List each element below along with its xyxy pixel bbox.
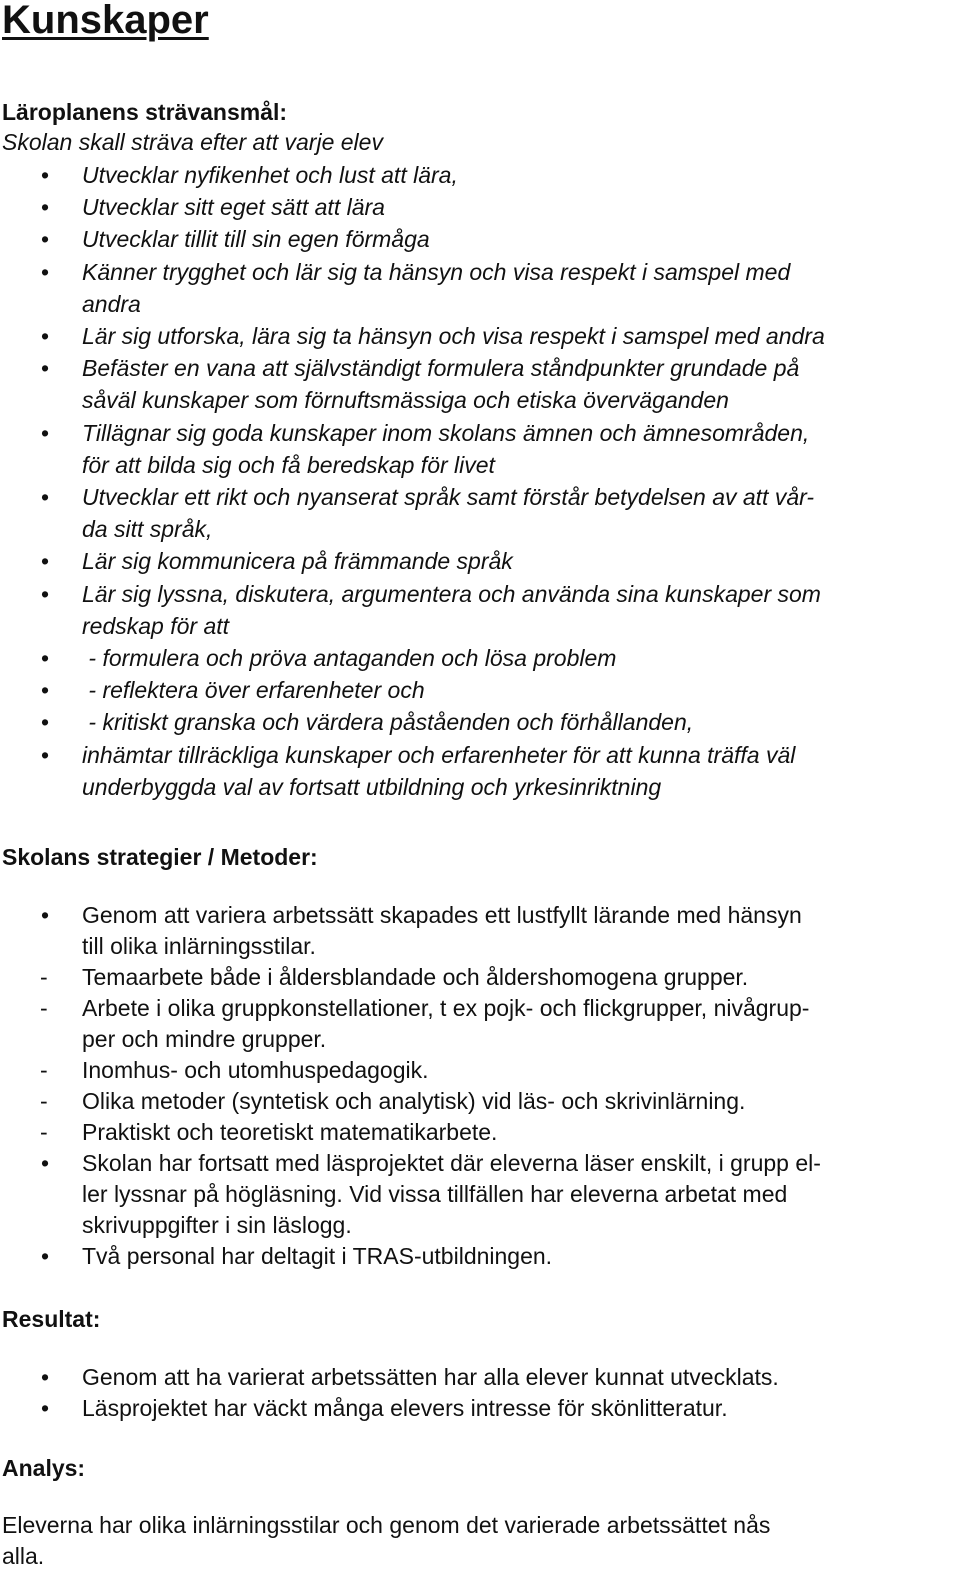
paragraph-line: alla. (2, 1543, 45, 1569)
list-item (0, 900, 955, 962)
list-item (0, 962, 955, 993)
list-item-line: Två personal har deltagit i TRAS-utbildningen. (82, 1243, 553, 1269)
heading-analys: Analys: (2, 1455, 86, 1481)
dash-marker: - (40, 1088, 48, 1114)
list-item (0, 320, 955, 352)
list-item-line: Utvecklar tillit till sin egen förmåga (82, 226, 430, 253)
list-item-line: andra (82, 290, 141, 317)
list-item (0, 1393, 955, 1424)
list-item-line: till olika inlärningsstilar. (82, 933, 316, 959)
bullet-icon: • (41, 226, 50, 253)
dash-marker: - (40, 1119, 48, 1145)
list-item (0, 417, 955, 481)
bullet-icon: • (41, 355, 50, 382)
bullet-icon: • (41, 677, 50, 704)
bullet-icon: • (41, 645, 50, 672)
intro-text: Skolan skall sträva efter att varje elev (2, 129, 383, 155)
list-item (0, 1117, 955, 1148)
list-item-line: Känner trygghet och lär sig ta hänsyn och visa respekt i samspel med (82, 258, 791, 285)
list-item (0, 545, 955, 577)
list-item-line: redskap för att (82, 612, 230, 639)
list-item (0, 1362, 955, 1393)
dash-marker: - (40, 1057, 48, 1083)
list-item-line: da sitt språk, (82, 516, 213, 543)
bullet-icon: • (41, 258, 50, 285)
bullet-icon: • (41, 419, 50, 446)
bullet-icon: • (41, 162, 50, 188)
strategier-list (0, 900, 955, 1272)
list-item (0, 256, 955, 320)
list-item-line: Inomhus- och utomhuspedagogik. (82, 1057, 429, 1083)
page-title: Kunskaper (2, 0, 209, 42)
heading-skolans-strategier: Skolans strategier / Metoder: (2, 844, 318, 870)
list-item-line: Utvecklar sitt eget sätt att lära (82, 194, 385, 221)
heading-laroplanens-stravansmal: Läroplanens strävansmål: (2, 99, 288, 125)
bullet-icon: • (41, 902, 50, 928)
paragraph-line: Eleverna har olika inlärningsstilar och genom det varierade arbetssättet nås (2, 1512, 771, 1538)
list-item-line: - reflektera över erfarenheter och (82, 677, 425, 704)
bullet-icon: • (41, 323, 50, 350)
list-item-line: för att bilda sig och få beredskap för livet (82, 451, 495, 478)
list-item-line: Tillägnar sig goda kunskaper inom skolans ämnen och ämnesområden, (82, 419, 810, 446)
bullet-icon: • (41, 580, 50, 607)
dash-marker: - (40, 995, 48, 1021)
list-item (0, 481, 955, 545)
list-item-line: Praktiskt och teoretiskt matematikarbete. (82, 1119, 498, 1145)
list-item (0, 159, 955, 191)
bullet-icon: • (41, 194, 50, 221)
list-item (0, 1241, 955, 1272)
list-item-line: - formulera och pröva antaganden och lösa problem (82, 645, 617, 672)
list-item-line: Utvecklar nyfikenhet och lust att lära, (82, 162, 458, 188)
list-item-line: Läsprojektet har väckt många elevers intresse för skönlitteratur. (82, 1395, 728, 1421)
list-item-line: - kritiskt granska och värdera påståenden och förhållanden, (82, 709, 694, 736)
resultat-list (0, 1362, 955, 1424)
bullet-icon: • (41, 1364, 50, 1390)
list-item-line: ler lyssnar på högläsning. Vid vissa tillfällen har eleverna arbetat med (82, 1181, 788, 1207)
list-item-line: Skolan har fortsatt med läsprojektet där eleverna läser enskilt, i grupp el- (82, 1150, 821, 1176)
stravansmal-list (0, 159, 955, 803)
bullet-icon: • (41, 1395, 50, 1421)
list-item-line: Lär sig utforska, lära sig ta hänsyn och visa respekt i samspel med andra (82, 323, 825, 350)
list-item-line: Genom att variera arbetssätt skapades ett lustfyllt lärande med hänsyn (82, 902, 802, 928)
bullet-icon: • (41, 741, 50, 768)
list-item (0, 674, 955, 706)
list-item-line: Olika metoder (syntetisk och analytisk) vid läs- och skrivinlärning. (82, 1088, 746, 1114)
list-item (0, 993, 955, 1055)
list-item-line: underbyggda val av fortsatt utbildning och yrkesinriktning (82, 773, 662, 800)
list-item-line: per och mindre grupper. (82, 1026, 327, 1052)
list-item (0, 1055, 955, 1086)
bullet-icon: • (41, 1243, 50, 1269)
bullet-icon: • (41, 1150, 50, 1176)
list-item-line: Lär sig lyssna, diskutera, argumentera och använda sina kunskaper som (82, 580, 821, 607)
list-item (0, 223, 955, 255)
list-item-line: såväl kunskaper som förnuftsmässiga och etiska överväganden (82, 387, 729, 414)
list-item-line: inhämtar tillräckliga kunskaper och erfarenheter för att kunna träffa väl (82, 741, 796, 768)
list-item-line: Temaarbete både i åldersblandade och åldershomogena grupper. (82, 964, 749, 990)
list-item-line: skrivuppgifter i sin läslogg. (82, 1212, 352, 1238)
bullet-icon: • (41, 484, 50, 511)
dash-marker: - (40, 964, 48, 990)
list-item (0, 706, 955, 738)
list-item-line: Lär sig kommunicera på främmande språk (82, 548, 513, 575)
list-item (0, 739, 955, 803)
list-item-line: Arbete i olika gruppkonstellationer, t ex pojk- och flickgrupper, nivågrup- (82, 995, 810, 1021)
list-item (0, 1086, 955, 1117)
list-item (0, 352, 955, 416)
list-item-line: Befäster en vana att självständigt formulera ståndpunkter grundade på (82, 355, 800, 382)
list-item (0, 578, 955, 642)
list-item (0, 191, 955, 223)
list-item-line: Genom att ha varierat arbetssätten har alla elever kunnat utvecklats. (82, 1364, 779, 1390)
list-item-line: Utvecklar ett rikt och nyanserat språk samt förstår betydelsen av att vår- (82, 484, 815, 511)
list-item (0, 642, 955, 674)
heading-resultat: Resultat: (2, 1306, 101, 1332)
list-item (0, 1148, 955, 1241)
bullet-icon: • (41, 548, 50, 575)
analys-paragraph (2, 1510, 932, 1572)
bullet-icon: • (41, 709, 50, 736)
